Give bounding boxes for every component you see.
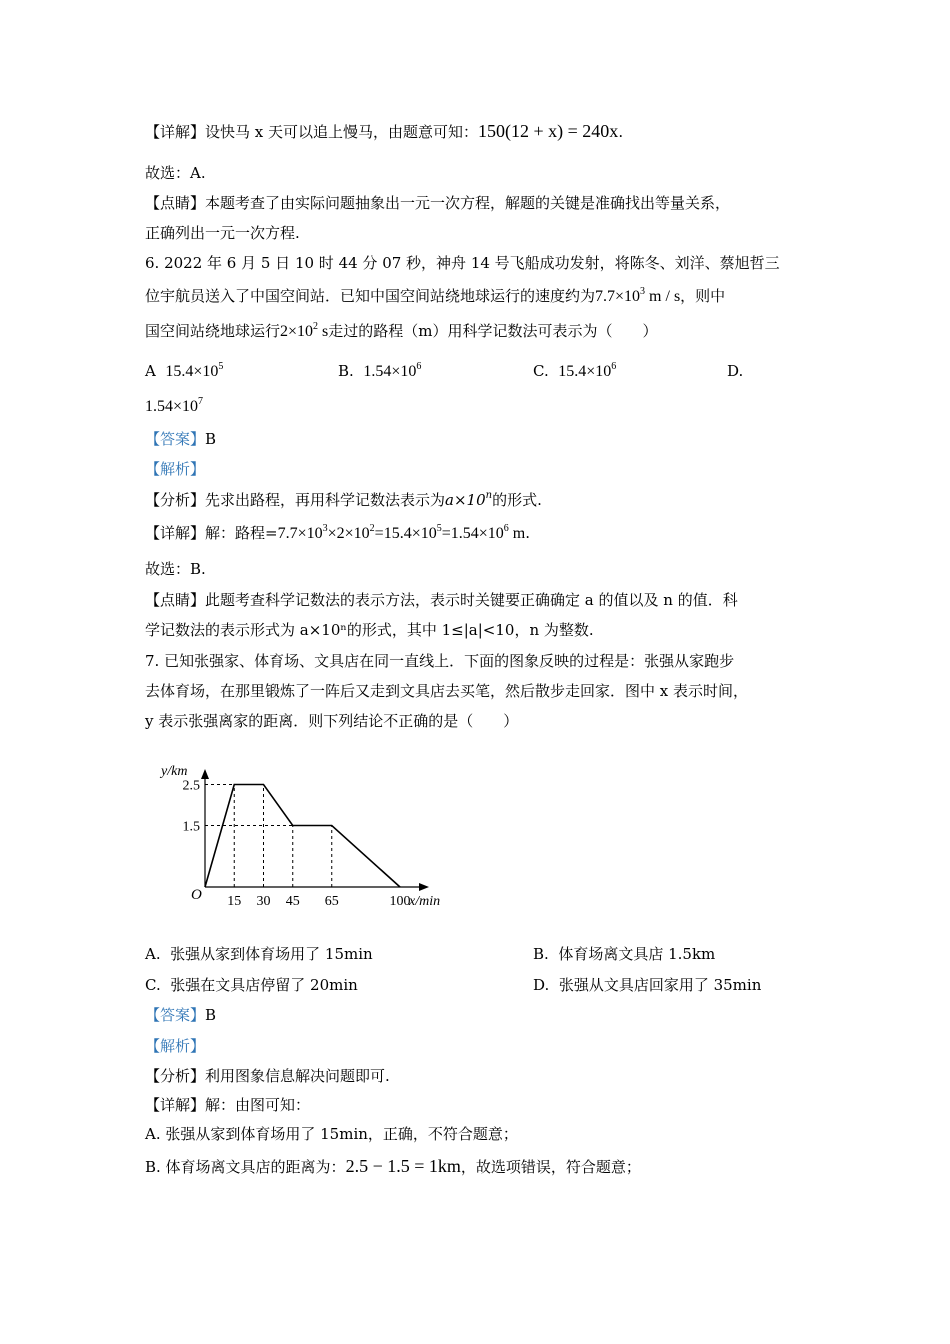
option-text: 张强从家到体育场用了 15min: [170, 945, 373, 963]
detail-text: 解：由图可知：: [205, 1096, 311, 1114]
answer-value: B: [205, 430, 217, 448]
option-base: 15.4×10: [165, 363, 219, 380]
q7-stem-3: y 表示张强离家的距离．则下列结论不正确的是（ ）: [145, 712, 519, 730]
speed-unit: m / s: [645, 288, 681, 305]
x-tick-label: 30: [256, 894, 271, 909]
eq-unit: m: [508, 525, 526, 542]
eq-part: ×2×10: [327, 525, 370, 542]
analysis-text: 先求出路程，再用科学记数法表示为: [205, 491, 446, 509]
origin-label: O: [191, 887, 202, 903]
analysis-end: 的形式.: [492, 491, 542, 509]
analysis-form: a×10: [445, 491, 486, 509]
x-tick-label: 45: [285, 894, 300, 909]
eq-exp: 2: [369, 523, 375, 534]
eq-exp: 6: [503, 523, 509, 534]
q7-answer: [145, 1004, 216, 1026]
q7-option-b: [533, 943, 715, 965]
answer-label: 【答案】: [145, 430, 206, 448]
q6-analysis: [145, 489, 542, 511]
analysis-form-exp: n: [485, 490, 493, 501]
option-letter: B.: [533, 945, 549, 963]
detail-text: 设快马 x 天可以追上慢马，由题意可知：: [205, 123, 479, 141]
option-text: 张强从文具店回家用了 35min: [558, 976, 762, 994]
x-axis-label: x/min: [409, 894, 441, 909]
q7-option-d: [533, 974, 761, 996]
q7-stem-1: 7. 已知张强家、体育场、文具店在同一直线上．下面的图象反映的过程是：张强从家跑步: [145, 652, 735, 670]
option-letter: A: [145, 362, 156, 380]
x-tick-label: 100: [389, 894, 411, 909]
detail-label: 【详解】: [145, 524, 206, 542]
y-axis-label: y/km: [161, 764, 188, 779]
q7-analysis: [145, 1065, 390, 1087]
eq-exp: 5: [436, 523, 442, 534]
q7-item-b: [145, 1155, 641, 1178]
speed-exp: 3: [640, 286, 646, 297]
dianjing-text: 本题考查了由实际问题抽象出一元一次方程，解题的关键是准确找出等量关系，: [205, 194, 731, 212]
x-tick-label: 65: [324, 894, 339, 909]
q7-option-c: [145, 974, 358, 996]
answer-label: 【答案】: [145, 1006, 206, 1024]
option-base: 1.54×10: [145, 398, 199, 415]
item-b-equation: 2.5 − 1.5 = 1km: [345, 1156, 461, 1176]
detail-equation: [278, 525, 526, 542]
option-letter: C.: [145, 976, 161, 994]
option-letter: D.: [533, 976, 550, 994]
q6-option-a: [145, 360, 223, 383]
q6-option-b: [338, 360, 421, 383]
q6-dianjing-2: 学记数法的表示形式为 a×10ⁿ的形式，其中 1≤|a|<10，n 为整数.: [145, 621, 594, 639]
q6-jiexi-label: 【解析】: [145, 460, 206, 478]
option-letter: C.: [533, 362, 549, 380]
q6-option-d-letter: D.: [727, 362, 744, 380]
q6-choose: 故选：B.: [145, 560, 206, 578]
eq-part: =1.54×10: [441, 525, 504, 542]
dianjing-label: 【点睛】: [145, 194, 206, 212]
time-unit: s: [318, 323, 329, 340]
q7-option-a: [145, 943, 373, 965]
y-axis-arrow: [201, 769, 209, 779]
stem-text: 国空间站绕地球运行: [145, 322, 281, 340]
q7-detail: [145, 1094, 310, 1116]
q6-detail: [145, 522, 530, 545]
detail-equation: 150(12 + x) = 240x: [478, 121, 619, 141]
period: .: [525, 524, 530, 542]
eq-exp: 3: [322, 523, 328, 534]
option-text: 张强在文具店停留了 20min: [170, 976, 358, 994]
option-base: 1.54×10: [363, 363, 417, 380]
option-exp: 6: [611, 361, 617, 372]
time-base: 2×10: [280, 323, 314, 340]
analysis-label: 【分析】: [145, 1067, 206, 1085]
period: .: [618, 123, 624, 141]
y-tick-label: 1.5: [182, 819, 200, 835]
time-value: [280, 323, 328, 340]
speed-base: 7.7×10: [595, 288, 641, 305]
option-letter: B.: [338, 362, 354, 380]
y-tick-label: 2.5: [182, 778, 200, 794]
x-axis-arrow: [419, 883, 429, 891]
analysis-text: 利用图象信息解决问题即可.: [205, 1067, 390, 1085]
analysis-label: 【分析】: [145, 491, 206, 509]
time-exp: 2: [313, 321, 319, 332]
q6-stem-2: [145, 285, 725, 308]
answer-value: B: [205, 1006, 217, 1024]
detail-label: 【详解】: [145, 1096, 206, 1114]
p5-choose: 故选：A.: [145, 164, 206, 182]
item-b-prefix: B. 体育场离文具店的距离为：: [145, 1158, 346, 1176]
q6-option-d-value: [145, 396, 203, 418]
item-b-suffix: ，故选项错误，符合题意；: [460, 1158, 641, 1176]
q6-option-c: [533, 360, 616, 383]
dianjing-text: 此题考查科学记数法的表示方法，表示时关键要正确确定 a 的值以及 n 的值．科: [205, 591, 738, 609]
p5-dianjing-2: 正确列出一元一次方程.: [145, 224, 300, 242]
detail-prefix: 解：路程=: [205, 524, 278, 542]
x-tick-label: 15: [227, 894, 242, 909]
detail-label: 【详解】: [145, 123, 206, 141]
q7-stem-2: 去体育场，在那里锻炼了一阵后又走到文具店去买笔，然后散步走回家．图中 x 表示时间，: [145, 682, 748, 700]
stem-text: 走过的路程（m）用科学记数法可表示为（ ）: [328, 322, 658, 340]
p5-detail-line: [145, 120, 623, 143]
q6-answer: [145, 428, 216, 450]
q6-stem-1: 6. 2022 年 6 月 5 日 10 时 44 分 07 秒，神舟 14 号飞船成功发射，将陈冬、刘洋、蔡旭哲三: [145, 254, 780, 272]
eq-part: 7.7×10: [277, 525, 323, 542]
stem-text: ，则中: [680, 287, 726, 305]
option-text: 体育场离文具店 1.5km: [558, 945, 716, 963]
q6-stem-3: [145, 320, 658, 343]
speed-value: [595, 288, 680, 305]
option-exp: 5: [218, 361, 224, 372]
q7-jiexi-label: 【解析】: [145, 1037, 206, 1055]
option-letter: A.: [145, 945, 161, 963]
eq-part: =15.4×10: [374, 525, 437, 542]
distance-time-chart: [155, 755, 465, 915]
q6-dianjing-1: [145, 589, 738, 611]
option-exp: 6: [416, 361, 422, 372]
option-exp: 7: [198, 396, 204, 407]
p5-dianjing-1: [145, 192, 730, 214]
dianjing-label: 【点睛】: [145, 591, 206, 609]
option-base: 15.4×10: [558, 363, 612, 380]
stem-text: 位宇航员送入了中国空间站．已知中国空间站绕地球运行的速度约为: [145, 287, 596, 305]
distance-series-line: [205, 785, 400, 888]
q7-item-a: A. 张强从家到体育场用了 15min，正确，不符合题意；: [145, 1125, 518, 1143]
